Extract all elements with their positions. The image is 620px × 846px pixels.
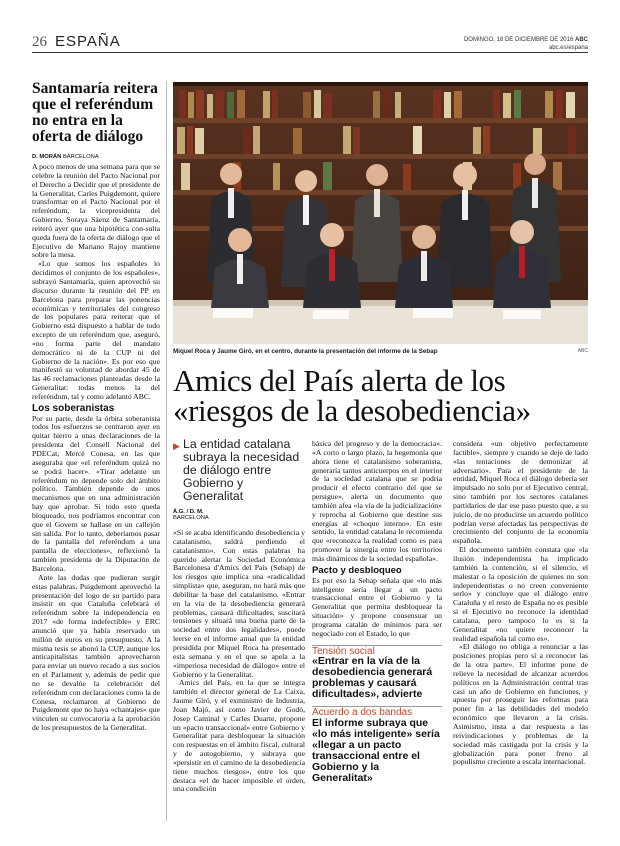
sidebar-paragraph: Por su parte, desde la órbita soberanista todos los esfuerzos se centraron ayer en quitar hierro a unas declaraciones de la presidenta del Consell Nacional del PDECat, Mercè Conesa, en las que aseguraba que «el referéndum quizá no se podrá hacer». «Tirar adelante un referéndum no depende solo del ámbito político. También depende de unos mecanismos que en una administración hay que aprobar. Si todo esto queda bloqueado, nos podríamos encontrar con que el Govern se hallase en un callejón sin salida. Por lo tanto, deberíamos pasar de la pantalla del referéndum a una pantalla de elecciones», reflexionó la también presidenta de la Diputación de Barcelona. [32, 413, 160, 573]
brand-logo-text: ABC [575, 37, 588, 43]
page-number: 26 [32, 34, 47, 50]
sidebar-paragraph: Ante las dudas que pudieran surgir estas palabras, Puigdemont aprovechó la presentación del logo de su partido para insistir en que Cataluña celebrará el referéndum sobre la independencia en 2017 «de forma indefectible» y ERC anunció que ya había reservado un millón de euros en su presupuesto. A la misma tesis se abonó la CUP, aunque los anticapitalistas también aprovecharon para enviar un nuevo recado a sus socios en el Parlament y, además de pedir que no se devalúe la celebración del referéndum con declaraciones como la de Conesa, reclamaron al Gobierno de Puigdemont que no haya «chantajes» que vinculen su convocatoria a la aprobación de los presupuestos de la Generalitat. [32, 572, 160, 733]
article-byline-place: BARCELONA [173, 515, 209, 521]
pull-quote-text: El informe subraya que «lo más inteligente» sería «llegar a un pacto transaccional entre el Gobierno y la Generalitat» [312, 717, 440, 785]
column-divider [166, 81, 167, 821]
header-rule [32, 52, 588, 53]
sidebar-byline-place: BARCELONA [62, 154, 99, 160]
photo-credit: ABC [577, 348, 588, 354]
main-headline-line: Amics del País alerta de los [173, 363, 506, 398]
article-paragraph: Es por eso la Sebap señala que «lo más inteligente sería llegar a un pacto transaccional entre el Gobierno y la Generalitat que permita desbloquear la situación» y propone consensuar un programa catalán de mínimos para ser negociado con el Estado, lo que [312, 575, 442, 638]
pull-quote-label: Tensión social [312, 645, 375, 657]
lead-text: La entidad catalana subraya la necesidad de diálogo entre Gobierno y Generalitat [183, 437, 300, 503]
article-column-2 [312, 440, 442, 784]
sidebar-paragraph: «Lo que somos los españoles lo decidimos el conjunto de los españoles», subrayó Santamaría, quien aprovechó su discurso durante la reunión del PP en Barcelona para preparar las ponencias económicas y territoriales del congreso de los populares para reiterar que el Gobierno está dispuesto a hablar de todo excepto de un referéndum que, aseguró, «no forma parte del mandato democrático ni de la CUP ni del Gobierno de la nación». Es por eso que manifestó su voluntad de abordar 45 de las 46 reclamaciones planteadas desde la Generalitat: todas menos la del referéndum, tal y como adelantó ABC. [32, 259, 160, 401]
pull-quote-label: Acuerdo a dos bandas [312, 707, 413, 719]
sidebar-paragraph: A poco menos de una semana para que se celebre la reunión del Pacto Nacional por el Derecho a Decidir que el presidente de la Generalitat, Carles Puigdemont, quiere transformar en el Pacto Nacional por el referéndum, la vicepresidenta del Gobierno, Soraya Sáenz de Santamaría, reiteró ayer que una hipotética con-sulta queda fuera de la oferta de diálogo que el Ejecutivo de Mariano Rajoy mantiene sobre la mesa. [32, 162, 160, 260]
article-paragraph: básica del progreso y de la democracia». «A corto o largo plazo, la hegemonía que ahora tiene el catalanismo soberanista, generaría tantos anticuerpos en el interior de la sociedad catalana que se podría producir el efecto contrario del que se persigue», alerta un documento que también afea «la vía de la judicialización» y reprocha al Gobierno que destine sus energías al «choque interno». En este sentido, la entidad catalana le recomienda que «reconozca la realidad como es para promover la sinergia entre los territorios más dinámicos de la sociedad española». [312, 439, 442, 563]
photo-caption: Miquel Roca y Jaume Giró, en el centro, durante la presentación del informe de la Sebap [173, 348, 438, 355]
article-lead [173, 438, 303, 503]
article-column-1 [173, 529, 305, 794]
sidebar-body [32, 163, 160, 733]
article-paragraph: considera «un objetivo perfectamente factible», siempre y cuando se deje de lado «las tentaciones de demonizar al adversario». Para el presidente de la entidad, Miquel Roca el diálogo debería ser impulsado no solo por el Ejecutivo central, sino también por los sectores catalanes partidarios de dar ese paso puesto que, a su juicio, de no producirse un acuerdo político podrían verse afectadas las perspectivas de crecimiento del conjunto de la economía española. [453, 439, 588, 546]
main-headline-line: «riesgos de la desobediencia» [173, 393, 531, 428]
header-date-block [464, 36, 588, 52]
sidebar-subhead: Los soberanistas [32, 402, 115, 414]
article-byline [173, 509, 209, 521]
pull-quote-1 [312, 645, 442, 701]
sidebar-byline [32, 154, 160, 160]
article-column-3 [453, 440, 588, 767]
article-paragraph: El documento también constata que «la ilusión independentista ha implicado también la contención, si el silencio, el malestar o la oposición de quienes no son independentistas o no creen conveniente serlo» y concluye que el diálogo entre Cataluña y el resto de España no es posible si el Ejecutivo no reconoce la identidad catalana, pero tampoco lo es si la Generalitat «no quiere reconocer la realidad española tal como es». [453, 545, 588, 643]
pull-quote-text: «Entrar en la vía de la desobediencia generará problemas y causará dificultades», advierte [312, 655, 433, 701]
section-url: abc.es/espana [548, 45, 588, 51]
sidebar-headline: Santamaría reitera que el referéndum no entra en la oferta de diálogo [32, 80, 158, 145]
article-paragraph: Amics del País, en la que se integra también el director general de La Caixa, Jaume Giró, y el exministro de Industria, Joan Majó, así como Javier de Godó, Josep Caminal y Carles Duarte, propone un «pacto transaccional» entre Gobierno y Generalitat para desbloquear la situación con respuestas en el ámbito fiscal, cultural y de autogobierno, y subraya que «persistir en el camino de la desobediencia tiene muchos riesgos», entre los que destaca «el de hacer imposible el orden, una condición [173, 678, 305, 794]
article-byline-name: À.G. / D. M. [173, 509, 204, 515]
issue-date: DOMINGO, 18 DE DICIEMBRE DE 2016 [463, 37, 574, 43]
photo-illustration [173, 82, 588, 344]
main-headline [173, 363, 603, 428]
sidebar-byline-name: D. MORÁN [32, 154, 62, 160]
article-paragraph: «El diálogo no obliga a renunciar a las posiciones propias pero sí a reconocer las de la otra parte». El informe pone de relieve la necesidad de alcanzar acuerdos políticos en la Administración central tras casi un año de Gobierno en funciones, y apuesta por proseguir las reformas para poner fin a las debilidades del modelo económico que llevaron a la crisis. Asimismo, insta a dar respuesta a las reivindicaciones y problemas de la sociedad más castigada por la crisis y la globalización para poner freno al populismo creciente a escala internacional. [453, 642, 588, 767]
triangle-bullet-icon: ▶ [173, 441, 180, 451]
section-title: ESPAÑA [55, 33, 121, 50]
pull-quote-2 [312, 706, 442, 784]
sidebar-story [32, 81, 160, 733]
article-photo [173, 82, 588, 344]
article-paragraph: «Si se acaba identificando desobediencia y catalanismo, saldrá perdiendo el catalanismo». Con estas palabras ha querido alertar la Sociedad Económica Barcelonesa d'Amics del País (Sebap) de los riesgos que implica una «radicalidad simplista» que, aseguran, no hará más que debilitar la base del catalanismo. «Entrar en la vía de la desobediencia generará problemas, causará dificultades, suscitará tensiones y situará una buena parte de la sociedad entre dos legalidades», puede leerse en el informe anual que la entidad presidida por Miquel Roca ha presentado esta semana y en el que se apela a la «imperiosa necesidad de diálogo» entre el Gobierno y la Generalitat. [173, 528, 305, 679]
article-subhead: Pacto y desbloqueo [312, 564, 402, 576]
